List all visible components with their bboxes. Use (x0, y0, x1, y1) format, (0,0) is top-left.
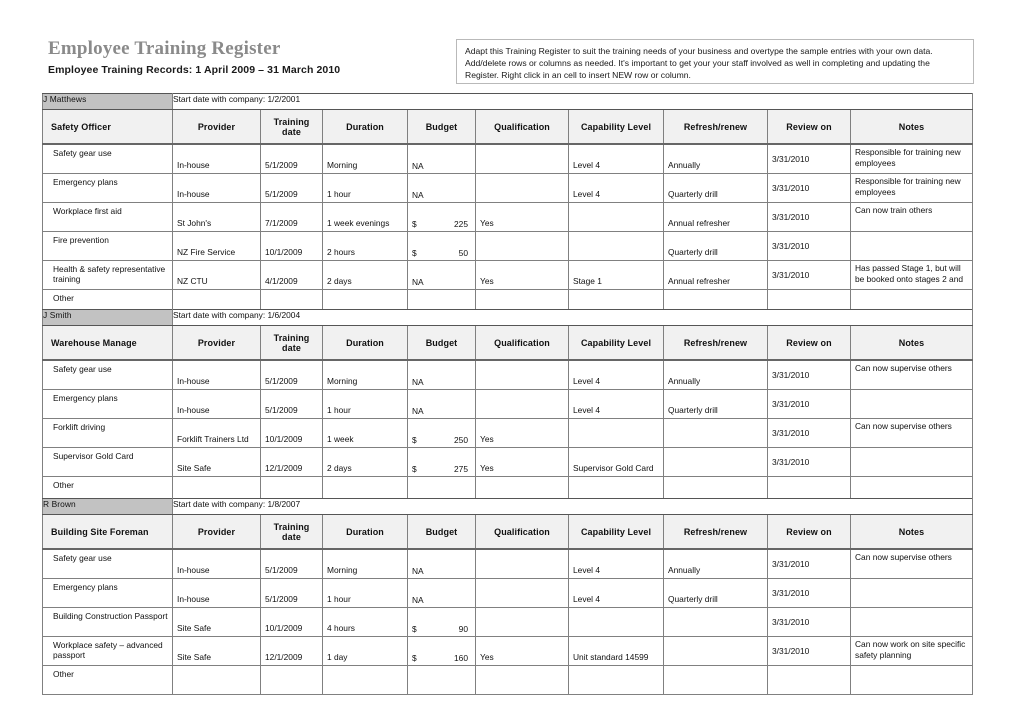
cell-duration[interactable]: 1 hour (323, 579, 408, 608)
cell-refresh-renew[interactable] (664, 637, 768, 666)
table-row (43, 666, 973, 695)
cell-capability-level[interactable] (569, 232, 664, 261)
cell-qualification[interactable] (476, 390, 569, 419)
column-header-budget: Budget (408, 515, 476, 550)
column-header-training-date: Training date (261, 110, 323, 145)
budget-na-value: NA (412, 189, 424, 200)
cell-budget[interactable] (408, 666, 476, 695)
cell-provider[interactable]: NZ Fire Service (173, 232, 261, 261)
column-header-budget: Budget (408, 326, 476, 361)
cell-duration[interactable]: 2 days (323, 448, 408, 477)
cell-capability-level[interactable]: Level 4 (569, 549, 664, 579)
employee-role-header: Warehouse Manage (43, 326, 173, 361)
cell-training-date[interactable]: 5/1/2009 (261, 579, 323, 608)
cell-budget[interactable] (408, 232, 476, 261)
column-header-notes: Notes (851, 110, 973, 145)
cell-capability-level[interactable]: Unit standard 14599 (569, 637, 664, 666)
cell-duration[interactable]: Morning (323, 360, 408, 390)
table-row (43, 419, 973, 448)
cell-budget[interactable] (408, 608, 476, 637)
cell-refresh-renew[interactable]: Quarterly drill (664, 390, 768, 419)
column-header-budget: Budget (408, 110, 476, 145)
cell-refresh-renew[interactable]: Annually (664, 549, 768, 579)
cell-notes[interactable] (851, 666, 973, 695)
cell-provider[interactable]: In-house (173, 144, 261, 174)
employee-name[interactable]: J Smith (43, 310, 173, 326)
cell-training-date[interactable]: 5/1/2009 (261, 360, 323, 390)
cell-refresh-renew[interactable] (664, 666, 768, 695)
cell-provider[interactable]: Forklift Trainers Ltd (173, 419, 261, 448)
cell-refresh-renew[interactable]: Quarterly drill (664, 232, 768, 261)
cell-qualification[interactable] (476, 549, 569, 579)
column-header-notes: Notes (851, 326, 973, 361)
cell-provider[interactable]: In-house (173, 579, 261, 608)
cell-refresh-renew[interactable] (664, 419, 768, 448)
cell-refresh-renew[interactable]: Annual refresher (664, 261, 768, 290)
budget-amount: 160 (454, 652, 468, 663)
cell-refresh-renew[interactable] (664, 448, 768, 477)
cell-course-name[interactable]: Emergency plans (43, 390, 173, 419)
employee-start-date: Start date with company: 1/2/2001 (173, 94, 973, 110)
cell-duration[interactable]: 4 hours (323, 608, 408, 637)
column-header-refresh-renew: Refresh/renew (664, 326, 768, 361)
cell-review-on[interactable]: 3/31/2010 (768, 579, 851, 608)
budget-currency-symbol: $ (412, 247, 417, 258)
cell-course-name[interactable]: Emergency plans (43, 579, 173, 608)
cell-training-date[interactable]: 5/1/2009 (261, 390, 323, 419)
cell-refresh-renew[interactable]: Annual refresher (664, 203, 768, 232)
cell-qualification[interactable] (476, 174, 569, 203)
budget-currency-symbol: $ (412, 652, 417, 663)
cell-notes[interactable]: Can now supervise others (851, 549, 973, 579)
cell-training-date[interactable]: 10/1/2009 (261, 232, 323, 261)
cell-capability-level[interactable]: Level 4 (569, 390, 664, 419)
column-header-duration: Duration (323, 515, 408, 550)
cell-budget[interactable] (408, 261, 476, 290)
cell-refresh-renew[interactable]: Quarterly drill (664, 174, 768, 203)
column-header-training-date: Training date (261, 515, 323, 550)
cell-qualification[interactable]: Yes (476, 637, 569, 666)
cell-course-name[interactable]: Fire prevention (43, 232, 173, 261)
cell-training-date[interactable]: 5/1/2009 (261, 144, 323, 174)
column-header-row (43, 515, 973, 550)
table-row (43, 448, 973, 477)
cell-notes[interactable]: Can now supervise others (851, 360, 973, 390)
cell-training-date[interactable]: 10/1/2009 (261, 419, 323, 448)
cell-review-on[interactable]: 3/31/2010 (768, 144, 851, 174)
cell-qualification[interactable] (476, 608, 569, 637)
cell-duration[interactable]: 1 hour (323, 390, 408, 419)
budget-amount: 225 (454, 218, 468, 229)
cell-training-date[interactable]: 5/1/2009 (261, 174, 323, 203)
column-header-capability-level: Capability Level (569, 515, 664, 550)
column-header-review-on: Review on (768, 110, 851, 145)
cell-course-name[interactable]: Workplace first aid (43, 203, 173, 232)
cell-budget[interactable] (408, 549, 476, 579)
cell-review-on[interactable] (768, 666, 851, 695)
table-row (43, 174, 973, 203)
column-header-refresh-renew: Refresh/renew (664, 110, 768, 145)
cell-qualification[interactable] (476, 666, 569, 695)
cell-provider[interactable]: In-house (173, 360, 261, 390)
cell-notes[interactable] (851, 608, 973, 637)
cell-capability-level[interactable]: Stage 1 (569, 261, 664, 290)
budget-currency-symbol: $ (412, 623, 417, 634)
cell-notes[interactable]: Can now train others (851, 203, 973, 232)
employee-block (42, 498, 972, 695)
cell-course-name[interactable]: Health & safety representative training (43, 261, 173, 290)
cell-course-name[interactable]: Safety gear use (43, 549, 173, 579)
cell-review-on[interactable]: 3/31/2010 (768, 360, 851, 390)
employee-start-date: Start date with company: 1/6/2004 (173, 310, 973, 326)
cell-budget[interactable] (408, 448, 476, 477)
cell-review-on[interactable]: 3/31/2010 (768, 390, 851, 419)
cell-refresh-renew[interactable] (664, 608, 768, 637)
cell-course-name[interactable]: Building Construction Passport (43, 608, 173, 637)
cell-course-name[interactable]: Other (43, 290, 173, 319)
cell-capability-level[interactable]: Level 4 (569, 174, 664, 203)
cell-provider[interactable] (173, 666, 261, 695)
cell-refresh-renew[interactable]: Quarterly drill (664, 579, 768, 608)
page-title: Employee Training Register (48, 38, 281, 59)
cell-provider[interactable]: Site Safe (173, 608, 261, 637)
cell-training-date[interactable]: 10/1/2009 (261, 608, 323, 637)
cell-review-on[interactable]: 3/31/2010 (768, 608, 851, 637)
cell-provider[interactable]: NZ CTU (173, 261, 261, 290)
cell-capability-level[interactable] (569, 419, 664, 448)
cell-training-date[interactable]: 5/1/2009 (261, 549, 323, 579)
page-subtitle: Employee Training Records: 1 April 2009 – 31 March 2010 (48, 64, 341, 76)
cell-duration[interactable]: 1 hour (323, 174, 408, 203)
cell-qualification[interactable] (476, 144, 569, 174)
cell-capability-level[interactable]: Level 4 (569, 360, 664, 390)
budget-amount: 50 (458, 247, 468, 258)
cell-budget[interactable] (408, 360, 476, 390)
budget-na-value: NA (412, 565, 424, 576)
column-header-qualification: Qualification (476, 326, 569, 361)
cell-provider[interactable]: Site Safe (173, 448, 261, 477)
budget-na-value: NA (412, 276, 424, 287)
cell-training-date[interactable]: 12/1/2009 (261, 448, 323, 477)
column-header-row (43, 110, 973, 145)
employee-role-header: Building Site Foreman (43, 515, 173, 550)
cell-qualification[interactable] (476, 232, 569, 261)
column-header-provider: Provider (173, 110, 261, 145)
cell-review-on[interactable]: 3/31/2010 (768, 203, 851, 232)
cell-capability-level[interactable]: Level 4 (569, 579, 664, 608)
instruction-note: Adapt this Training Register to suit the training needs of your business and overtype the sample entries with your own data. Add/delete rows or columns as needed. It's important to get your your staff involved as well in completing and updating the Register. Right click in an cell to insert NEW row or column. (456, 39, 974, 84)
cell-provider[interactable]: St John's (173, 203, 261, 232)
table-row (43, 232, 973, 261)
employee-start-date: Start date with company: 1/8/2007 (173, 499, 973, 515)
table-row (43, 637, 973, 666)
column-header-notes: Notes (851, 515, 973, 550)
employee-name-row (43, 499, 973, 515)
table-row (43, 261, 973, 290)
cell-capability-level[interactable]: Supervisor Gold Card (569, 448, 664, 477)
cell-duration[interactable] (323, 666, 408, 695)
cell-course-name[interactable]: Workplace safety – advanced passport (43, 637, 173, 666)
column-header-provider: Provider (173, 515, 261, 550)
column-header-capability-level: Capability Level (569, 110, 664, 145)
cell-qualification[interactable]: Yes (476, 203, 569, 232)
cell-capability-level[interactable] (569, 203, 664, 232)
cell-qualification[interactable] (476, 360, 569, 390)
cell-review-on[interactable]: 3/31/2010 (768, 261, 851, 290)
cell-notes[interactable]: Has passed Stage 1, but will be booked onto stages 2 and (851, 261, 973, 290)
cell-refresh-renew[interactable]: Annually (664, 144, 768, 174)
cell-budget[interactable] (408, 419, 476, 448)
cell-duration[interactable]: 1 week (323, 419, 408, 448)
cell-capability-level[interactable] (569, 666, 664, 695)
cell-review-on[interactable]: 3/31/2010 (768, 549, 851, 579)
column-header-row (43, 326, 973, 361)
cell-budget[interactable] (408, 390, 476, 419)
table-row (43, 579, 973, 608)
cell-training-date[interactable] (261, 666, 323, 695)
column-header-qualification: Qualification (476, 515, 569, 550)
cell-provider[interactable]: Site Safe (173, 637, 261, 666)
budget-currency-symbol: $ (412, 434, 417, 445)
employee-name-row (43, 310, 973, 326)
table-row (43, 144, 973, 174)
cell-provider[interactable]: In-house (173, 549, 261, 579)
column-header-capability-level: Capability Level (569, 326, 664, 361)
cell-budget[interactable] (408, 637, 476, 666)
cell-budget[interactable] (408, 579, 476, 608)
cell-review-on[interactable]: 3/31/2010 (768, 637, 851, 666)
budget-amount: 250 (454, 434, 468, 445)
budget-na-value: NA (412, 594, 424, 605)
cell-duration[interactable]: Morning (323, 144, 408, 174)
cell-notes[interactable]: Can now supervise others (851, 419, 973, 448)
cell-review-on[interactable]: 3/31/2010 (768, 232, 851, 261)
cell-course-name[interactable]: Supervisor Gold Card (43, 448, 173, 477)
cell-course-name[interactable]: Safety gear use (43, 144, 173, 174)
cell-notes[interactable] (851, 448, 973, 477)
cell-course-name[interactable]: Safety gear use (43, 360, 173, 390)
cell-duration[interactable]: 1 week evenings (323, 203, 408, 232)
cell-budget[interactable] (408, 203, 476, 232)
cell-course-name[interactable]: Forklift driving (43, 419, 173, 448)
column-header-training-date: Training date (261, 326, 323, 361)
table-row (43, 608, 973, 637)
employee-name[interactable]: J Matthews (43, 94, 173, 110)
cell-provider[interactable]: In-house (173, 174, 261, 203)
table-row (43, 360, 973, 390)
cell-duration[interactable]: Morning (323, 549, 408, 579)
employee-name[interactable]: R Brown (43, 499, 173, 515)
cell-notes[interactable] (851, 579, 973, 608)
cell-training-date[interactable]: 7/1/2009 (261, 203, 323, 232)
cell-notes[interactable]: Responsible for training new employees (851, 174, 973, 203)
cell-notes[interactable] (851, 232, 973, 261)
budget-amount: 90 (458, 623, 468, 634)
cell-course-name[interactable]: Other (43, 477, 173, 506)
column-header-refresh-renew: Refresh/renew (664, 515, 768, 550)
employee-role-header: Safety Officer (43, 110, 173, 145)
cell-notes[interactable]: Can now work on site specific safety planning (851, 637, 973, 666)
cell-qualification[interactable] (476, 579, 569, 608)
cell-capability-level[interactable] (569, 608, 664, 637)
cell-training-date[interactable]: 4/1/2009 (261, 261, 323, 290)
cell-duration[interactable]: 2 hours (323, 232, 408, 261)
cell-qualification[interactable]: Yes (476, 261, 569, 290)
employee-name-row (43, 94, 973, 110)
cell-training-date[interactable]: 12/1/2009 (261, 637, 323, 666)
cell-course-name[interactable]: Other (43, 666, 173, 695)
budget-na-value: NA (412, 376, 424, 387)
cell-qualification[interactable]: Yes (476, 448, 569, 477)
budget-currency-symbol: $ (412, 218, 417, 229)
cell-review-on[interactable]: 3/31/2010 (768, 174, 851, 203)
column-header-review-on: Review on (768, 515, 851, 550)
budget-na-value: NA (412, 405, 424, 416)
column-header-duration: Duration (323, 326, 408, 361)
table-row (43, 549, 973, 579)
budget-currency-symbol: $ (412, 463, 417, 474)
cell-qualification[interactable]: Yes (476, 419, 569, 448)
cell-course-name[interactable]: Emergency plans (43, 174, 173, 203)
cell-review-on[interactable]: 3/31/2010 (768, 448, 851, 477)
column-header-provider: Provider (173, 326, 261, 361)
column-header-duration: Duration (323, 110, 408, 145)
table-row (43, 390, 973, 419)
table-row (43, 203, 973, 232)
cell-duration[interactable]: 2 days (323, 261, 408, 290)
cell-budget[interactable] (408, 174, 476, 203)
budget-amount: 275 (454, 463, 468, 474)
cell-review-on[interactable]: 3/31/2010 (768, 419, 851, 448)
cell-notes[interactable] (851, 390, 973, 419)
cell-refresh-renew[interactable]: Annually (664, 360, 768, 390)
cell-duration[interactable]: 1 day (323, 637, 408, 666)
training-table (42, 498, 973, 695)
column-header-qualification: Qualification (476, 110, 569, 145)
cell-capability-level[interactable]: Level 4 (569, 144, 664, 174)
column-header-review-on: Review on (768, 326, 851, 361)
budget-na-value: NA (412, 160, 424, 171)
cell-budget[interactable] (408, 144, 476, 174)
cell-provider[interactable]: In-house (173, 390, 261, 419)
cell-notes[interactable]: Responsible for training new employees (851, 144, 973, 174)
